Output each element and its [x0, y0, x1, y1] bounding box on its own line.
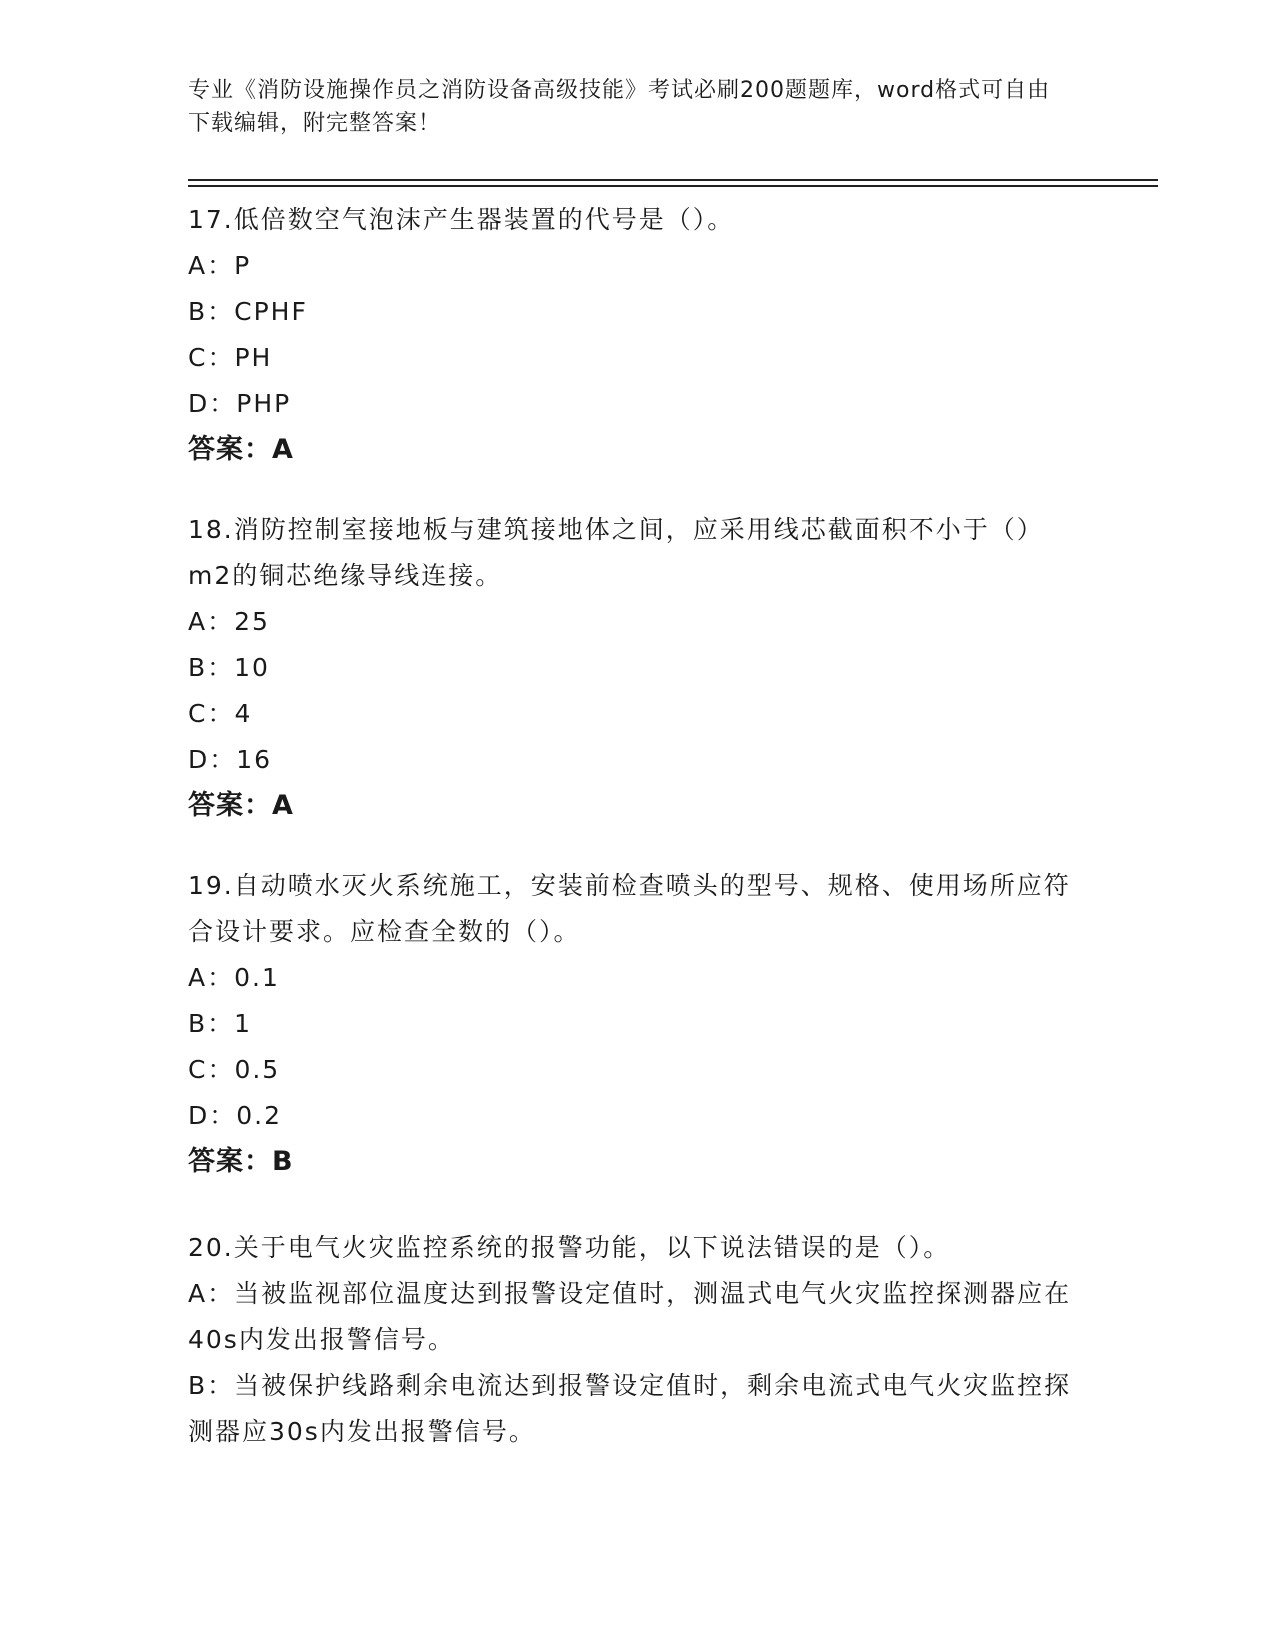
option-b: B：1	[188, 1009, 253, 1038]
option-b: B：CPHF	[188, 297, 308, 326]
answer-label: 答案：A	[188, 434, 294, 465]
question-19	[188, 863, 1078, 1185]
option-d: D：PHP	[188, 389, 292, 418]
header-divider-bottom	[188, 185, 1158, 187]
answer-label: 答案：A	[188, 790, 294, 821]
option-a: A：0.1	[188, 963, 280, 992]
option-b: B：当被保护线路剩余电流达到报警设定值时，剩余电流式电气火灾监控探测器应30s内发出报警信号。	[188, 1371, 1072, 1446]
option-d: D：0.2	[188, 1101, 283, 1130]
question-17	[188, 197, 1078, 473]
option-c: C：PH	[188, 343, 273, 372]
question-stem: 19.自动喷水灭火系统施工，安装前检查喷头的型号、规格、使用场所应符合设计要求。应检查全数的（）。	[188, 871, 1071, 946]
question-stem: 20.关于电气火灾监控系统的报警功能，以下说法错误的是（）。	[188, 1233, 951, 1262]
question-18	[188, 507, 1078, 829]
option-a: A：当被监视部位温度达到报警设定值时，测温式电气火灾监控探测器应在40s内发出报警信号。	[188, 1279, 1072, 1354]
document-header: 专业《消防设施操作员之消防设备高级技能》考试必刷200题题库，word格式可自由下载编辑，附完整答案！	[188, 78, 1051, 136]
option-d: D：16	[188, 745, 273, 774]
option-a: A：25	[188, 607, 270, 636]
question-stem: 18.消防控制室接地板与建筑接地体之间，应采用线芯截面积不小于（）m2的铜芯绝缘导线连接。	[188, 515, 1044, 590]
option-a: A：P	[188, 251, 252, 280]
answer-label: 答案：B	[188, 1146, 294, 1177]
option-c: C：4	[188, 699, 253, 728]
option-b: B：10	[188, 653, 270, 682]
header-divider-top	[188, 179, 1158, 181]
question-20	[188, 1225, 1078, 1455]
option-c: C：0.5	[188, 1055, 281, 1084]
question-stem: 17.低倍数空气泡沫产生器装置的代号是（）。	[188, 205, 735, 234]
